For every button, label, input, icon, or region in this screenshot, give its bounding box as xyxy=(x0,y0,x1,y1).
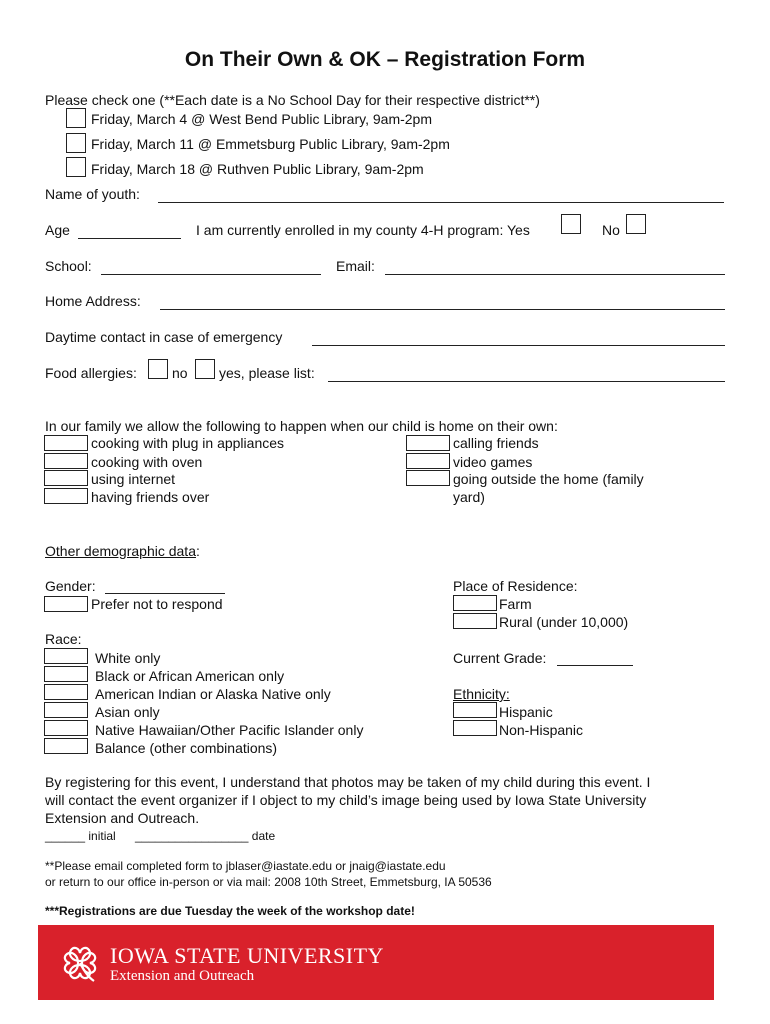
perm-right-box-3[interactable] xyxy=(406,470,450,486)
race-box-2[interactable] xyxy=(44,666,88,682)
race-option-2: Black or African American only xyxy=(95,668,285,684)
ethnicity-box-1[interactable] xyxy=(453,702,497,718)
name-label: Name of youth: xyxy=(45,186,140,202)
perm-left-box-2[interactable] xyxy=(44,453,88,469)
email-label: Email: xyxy=(336,258,375,274)
allergies-no-checkbox[interactable] xyxy=(148,359,168,379)
name-input-line[interactable] xyxy=(158,186,724,203)
school-label: School: xyxy=(45,258,92,274)
perm-left-box-1[interactable] xyxy=(44,435,88,451)
session-option-3: Friday, March 18 @ Ruthven Public Library, 9am-2pm xyxy=(91,161,424,177)
ethnicity-option-1: Hispanic xyxy=(499,704,553,720)
residence-option-1: Farm xyxy=(499,596,532,612)
consent-line-1: By registering for this event, I understand that photos may be taken of my child during this event. I xyxy=(45,774,651,790)
grade-input-line[interactable] xyxy=(557,649,633,666)
ethnicity-label: Ethnicity: xyxy=(453,686,510,702)
address-label: Home Address: xyxy=(45,293,141,309)
perm-left-2: cooking with oven xyxy=(91,454,203,470)
permissions-intro: In our family we allow the following to happen when our child is home on their own: xyxy=(45,418,558,434)
session-checkbox-2[interactable] xyxy=(66,133,86,153)
allergies-input-line[interactable] xyxy=(328,365,725,382)
race-box-1[interactable] xyxy=(44,648,88,664)
emergency-label: Daytime contact in case of emergency xyxy=(45,329,283,345)
residence-box-1[interactable] xyxy=(453,595,497,611)
session-checkbox-1[interactable] xyxy=(66,108,86,128)
ethnicity-option-2: Non-Hispanic xyxy=(499,722,584,738)
demographics-heading: Other demographic data xyxy=(45,543,196,559)
address-input-line[interactable] xyxy=(160,293,725,310)
perm-right-box-1[interactable] xyxy=(406,435,450,451)
session-checkbox-3[interactable] xyxy=(66,157,86,177)
gender-label: Gender: xyxy=(45,578,96,594)
initial-field[interactable]: ______ initial xyxy=(45,829,116,843)
form-title: On Their Own & OK – Registration Form xyxy=(184,48,586,71)
perm-left-3: using internet xyxy=(91,471,176,487)
race-option-6: Balance (other combinations) xyxy=(95,740,278,756)
age-input-line[interactable] xyxy=(78,222,181,239)
race-label: Race: xyxy=(45,631,82,647)
date-field[interactable]: _________________ date xyxy=(135,829,276,843)
emergency-input-line[interactable] xyxy=(312,329,725,346)
perm-left-box-4[interactable] xyxy=(44,488,88,504)
demographics-colon: : xyxy=(195,543,200,559)
gender-input-line[interactable] xyxy=(105,577,225,594)
ethnicity-box-2[interactable] xyxy=(453,720,497,736)
footer-banner xyxy=(38,925,714,1000)
consent-line-2: will contact the event organizer if I object to my child’s image being used by Iowa State University xyxy=(45,792,647,808)
allergies-yes-label: yes, please list: xyxy=(219,365,315,381)
perm-right-3: going outside the home (family xyxy=(453,471,644,487)
demographics-heading-row xyxy=(45,543,200,559)
perm-left-1: cooking with plug in appliances xyxy=(91,435,285,451)
prefer-not-label: Prefer not to respond xyxy=(91,596,223,612)
race-option-1: White only xyxy=(95,650,161,666)
enrolled-no-label: No xyxy=(602,222,620,238)
contact-line-1: **Please email completed form to jblaser@iastate.edu or jnaig@iastate.edu xyxy=(45,859,446,873)
clover-icon xyxy=(58,941,102,985)
enrolled-yes-checkbox[interactable] xyxy=(561,214,581,234)
footer-sub: Extension and Outreach xyxy=(110,968,255,984)
race-box-4[interactable] xyxy=(44,702,88,718)
enrolled-label: I am currently enrolled in my county 4-H program: Yes xyxy=(196,222,530,238)
session-option-2: Friday, March 11 @ Emmetsburg Public Library, 9am-2pm xyxy=(91,136,450,152)
perm-right-1: calling friends xyxy=(453,435,539,451)
grade-label: Current Grade: xyxy=(453,650,547,666)
residence-option-2: Rural (under 10,000) xyxy=(499,614,629,630)
session-prompt: Please check one (**Each date is a No School Day for their respective district**) xyxy=(45,92,540,108)
perm-left-box-3[interactable] xyxy=(44,470,88,486)
allergies-yes-checkbox[interactable] xyxy=(195,359,215,379)
footer-brand: IOWA STATE UNIVERSITY xyxy=(110,943,384,968)
perm-right-2: video games xyxy=(453,454,533,470)
age-label: Age xyxy=(45,222,70,238)
race-option-5: Native Hawaiian/Other Pacific Islander only xyxy=(95,722,364,738)
race-option-4: Asian only xyxy=(95,704,160,720)
email-input-line[interactable] xyxy=(385,258,725,275)
enrolled-no-checkbox[interactable] xyxy=(626,214,646,234)
residence-label: Place of Residence: xyxy=(453,578,578,594)
prefer-not-box[interactable] xyxy=(44,596,88,612)
contact-line-2: or return to our office in-person or via mail: 2008 10th Street, Emmetsburg, IA 50536 xyxy=(45,875,492,889)
race-box-5[interactable] xyxy=(44,720,88,736)
race-box-6[interactable] xyxy=(44,738,88,754)
perm-right-box-2[interactable] xyxy=(406,453,450,469)
school-input-line[interactable] xyxy=(101,258,321,275)
residence-box-2[interactable] xyxy=(453,613,497,629)
session-option-1: Friday, March 4 @ West Bend Public Library, 9am-2pm xyxy=(91,111,432,127)
race-option-3: American Indian or Alaska Native only xyxy=(95,686,331,702)
perm-left-4: having friends over xyxy=(91,489,210,505)
allergies-label: Food allergies: xyxy=(45,365,137,381)
perm-right-4: yard) xyxy=(453,489,485,505)
allergies-no-label: no xyxy=(172,365,188,381)
consent-line-3: Extension and Outreach. xyxy=(45,810,200,826)
deadline-note: ***Registrations are due Tuesday the week of the workshop date! xyxy=(45,904,415,918)
race-box-3[interactable] xyxy=(44,684,88,700)
